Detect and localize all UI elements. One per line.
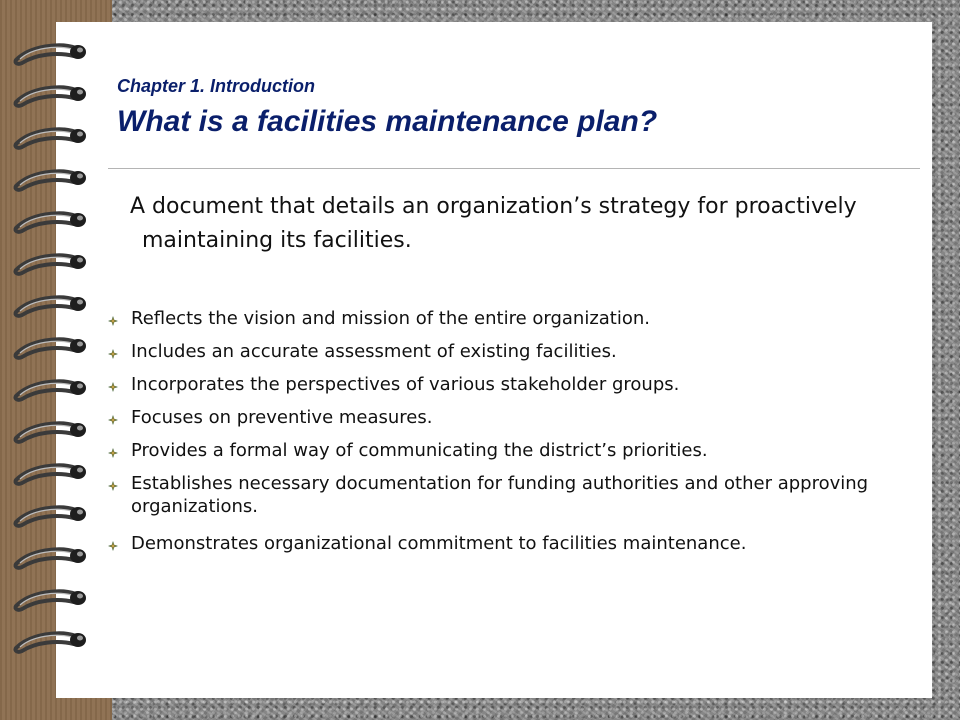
diamond-bullet-icon — [108, 481, 118, 491]
bullet-text: Incorporates the perspectives of various stakeholder groups. — [131, 374, 680, 395]
bullet-text: Focuses on preventive measures. — [131, 407, 433, 428]
binder-ring-icon — [15, 549, 86, 568]
list-item — [107, 472, 937, 518]
binder-ring-icon — [15, 633, 86, 652]
list-item — [107, 439, 937, 462]
bullet-text: Provides a formal way of communicating the district’s priorities. — [131, 440, 708, 461]
binder-ring-icon — [15, 339, 86, 358]
binder-ring-icon — [15, 465, 86, 484]
intro-paragraph — [118, 190, 918, 258]
title-divider — [108, 168, 920, 169]
binder-ring-icon — [15, 423, 86, 442]
binder-ring-icon — [15, 381, 86, 400]
diamond-bullet-icon — [108, 349, 118, 359]
slide-title: What is a facilities maintenance plan? — [117, 105, 658, 138]
binder-ring-icon — [15, 507, 86, 526]
intro-text: A document that details an organization’s strategy for proactively maintaining its facilities. — [130, 194, 857, 253]
bullet-text: Reflects the vision and mission of the entire organization. — [131, 308, 651, 329]
bullet-text: Includes an accurate assessment of existing facilities. — [131, 341, 617, 362]
list-item — [107, 307, 937, 330]
list-item — [107, 532, 937, 555]
diamond-bullet-icon — [108, 541, 118, 551]
bullet-list — [107, 307, 937, 565]
diamond-bullet-icon — [108, 415, 118, 425]
diamond-bullet-icon — [108, 316, 118, 326]
diamond-bullet-icon — [108, 448, 118, 458]
binder-ring-icon — [15, 171, 86, 190]
binder-ring-icon — [15, 129, 86, 148]
chapter-label: Chapter 1. Introduction — [117, 76, 315, 96]
bullet-text: Demonstrates organizational commitment to facilities maintenance. — [131, 533, 747, 554]
binder-ring-icon — [15, 213, 86, 232]
binder-rings — [0, 0, 112, 720]
list-item — [107, 340, 937, 363]
binder-ring-icon — [15, 591, 86, 610]
binder-ring-icon — [15, 255, 86, 274]
diamond-bullet-icon — [108, 382, 118, 392]
list-item — [107, 406, 937, 429]
bullet-text: Establishes necessary documentation for funding authorities and other approving organizations. — [131, 473, 869, 517]
title-block — [117, 74, 917, 140]
binder-ring-icon — [15, 297, 86, 316]
binder-ring-icon — [15, 45, 86, 64]
list-item — [107, 373, 937, 396]
binder-ring-icon — [15, 87, 86, 106]
